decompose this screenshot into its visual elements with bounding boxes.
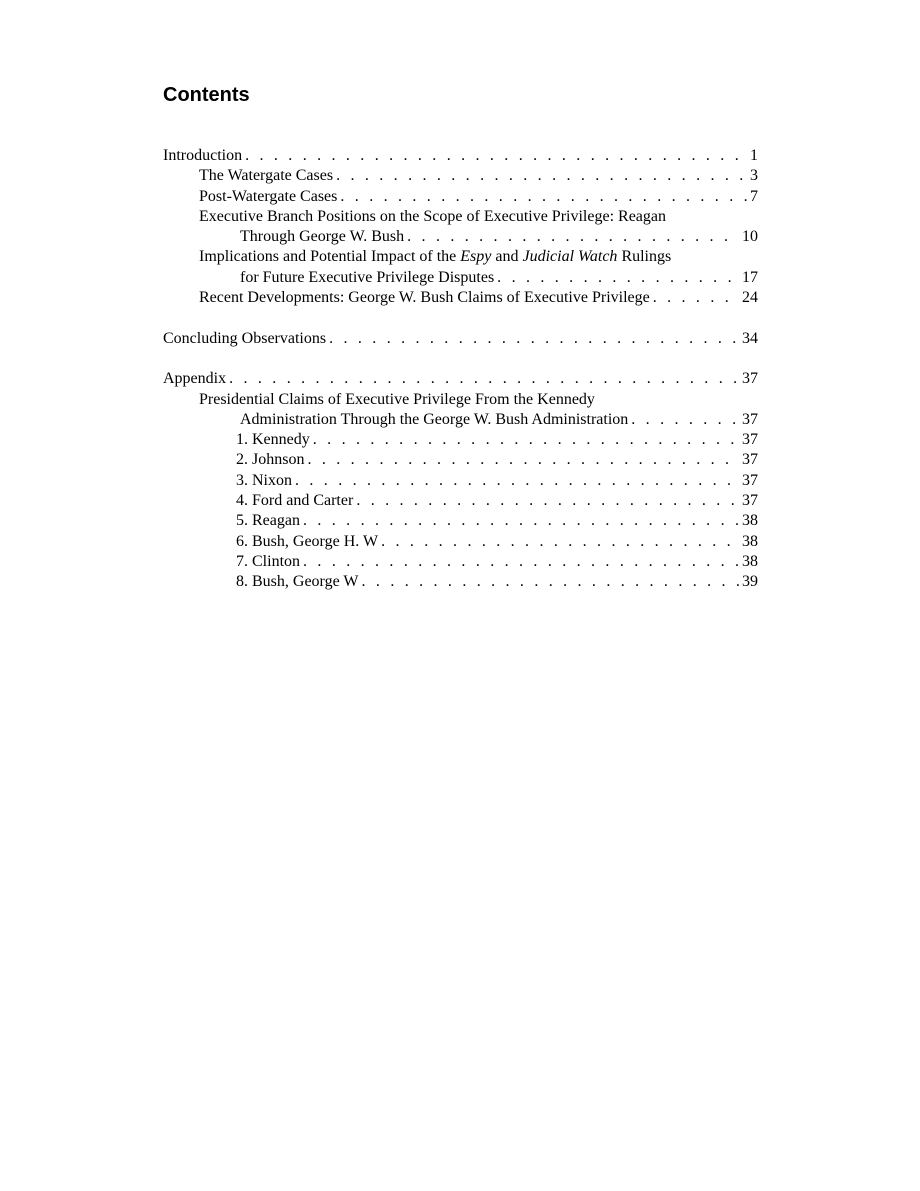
toc-entry-recent-developments[interactable] (199, 288, 758, 308)
toc-page-number: 17 (742, 268, 758, 286)
toc-entry-title: 8. Bush, George W (236, 573, 359, 591)
toc-page-number: 10 (742, 228, 758, 246)
toc-entry-executive-branch-positions[interactable] (199, 207, 758, 248)
dot-leader (340, 187, 747, 207)
toc-entry-title-line2: for Future Executive Privilege Disputes (240, 268, 495, 286)
toc-page-number: 37 (742, 431, 758, 449)
toc-entry-title-line1: Presidential Claims of Executive Privilege From the Kennedy (199, 390, 595, 408)
dot-leader (313, 430, 739, 450)
toc-entry-president[interactable] (236, 471, 758, 491)
toc-entry-president[interactable] (236, 450, 758, 470)
toc-page-number: 37 (742, 492, 758, 510)
toc-entry-title: 3. Nixon (236, 471, 292, 489)
toc-page-number: 38 (742, 512, 758, 530)
case-name-judicial-watch: Judicial Watch (522, 248, 618, 266)
toc-entry-president[interactable] (236, 572, 758, 592)
dot-leader (631, 410, 739, 430)
toc-entry-introduction[interactable] (163, 146, 758, 166)
toc-title-text: Rulings (617, 248, 672, 266)
toc-page-number: 37 (742, 471, 758, 489)
toc-entry-title: The Watergate Cases (199, 167, 334, 185)
toc-title-text: and (491, 248, 523, 266)
toc-page-number: 37 (742, 370, 758, 388)
toc-entry-president[interactable] (236, 491, 758, 511)
toc-page-number: 37 (742, 410, 758, 428)
toc-entry-title: Concluding Observations (163, 329, 327, 347)
toc-entry-presidential-claims[interactable] (199, 390, 758, 431)
toc-entry-title-line1: Executive Branch Positions on the Scope of Executive Privilege: Reagan (199, 207, 666, 225)
toc-entry-title: Appendix (163, 370, 227, 388)
toc-entry-title: 6. Bush, George H. W (236, 532, 379, 550)
dot-leader (303, 552, 739, 572)
spacer (163, 349, 758, 369)
toc-entry-president[interactable] (236, 532, 758, 552)
toc-page-number: 24 (742, 289, 758, 307)
dot-leader (381, 532, 739, 552)
table-of-contents (163, 146, 758, 593)
dot-leader (336, 166, 747, 186)
case-name-espy: Espy (460, 248, 492, 266)
toc-entry-title: 5. Reagan (236, 512, 300, 530)
toc-entry-post-watergate-cases[interactable] (199, 187, 758, 207)
toc-entry-title: Post-Watergate Cases (199, 187, 338, 205)
dot-leader (356, 491, 739, 511)
dot-leader (653, 288, 739, 308)
dot-leader (295, 471, 739, 491)
toc-entry-title: 4. Ford and Carter (236, 492, 354, 510)
dot-leader (307, 450, 739, 470)
toc-page-number: 1 (750, 147, 758, 164)
toc-page-number: 38 (742, 552, 758, 570)
toc-entry-watergate-cases[interactable] (199, 166, 758, 186)
toc-page-number: 38 (742, 532, 758, 550)
toc-title-text: Implications and Potential Impact of the (199, 248, 461, 266)
toc-page-number: 7 (750, 187, 758, 205)
toc-entry-title: 2. Johnson (236, 451, 305, 469)
toc-entry-title-line1 (199, 247, 758, 267)
toc-entry-concluding-observations[interactable] (163, 329, 758, 349)
toc-entry-president[interactable] (236, 511, 758, 531)
dot-leader (229, 369, 739, 389)
toc-entry-title: Recent Developments: George W. Bush Claims of Executive Privilege (199, 289, 650, 307)
dot-leader (407, 227, 739, 247)
dot-leader (303, 511, 739, 531)
toc-entry-title: Introduction (163, 147, 243, 164)
toc-entry-title: 7. Clinton (236, 552, 301, 570)
toc-entry-appendix[interactable] (163, 369, 758, 389)
toc-page-number: 37 (742, 451, 758, 469)
toc-entry-president[interactable] (236, 552, 758, 572)
dot-leader (329, 329, 739, 349)
page-title: Contents (163, 84, 250, 106)
toc-page-number: 39 (742, 573, 758, 591)
toc-entry-title-line2: Administration Through the George W. Bush Administration (240, 410, 629, 428)
dot-leader (245, 146, 747, 166)
toc-page-number: 3 (750, 167, 758, 185)
spacer (163, 308, 758, 328)
dot-leader (362, 572, 739, 592)
toc-entry-title: 1. Kennedy (236, 431, 310, 449)
toc-entry-title-line2: Through George W. Bush (240, 228, 405, 246)
toc-entry-implications[interactable] (199, 247, 758, 288)
toc-entry-president[interactable] (236, 430, 758, 450)
toc-page-number: 34 (742, 329, 758, 347)
dot-leader (497, 268, 739, 288)
